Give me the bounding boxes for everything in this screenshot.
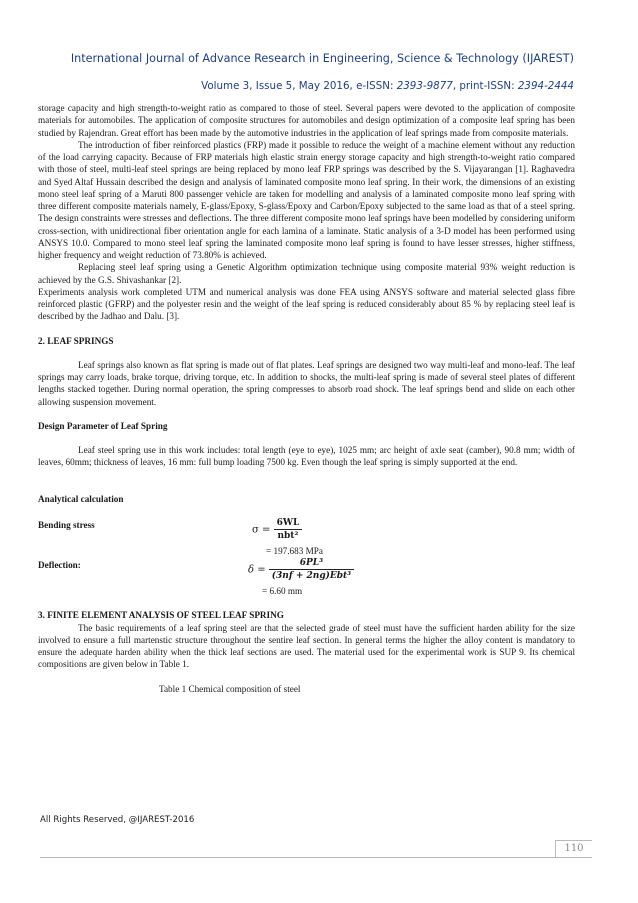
equation-lhs: δ = — [248, 564, 266, 576]
equation-numerator: 6PL³ — [269, 557, 354, 570]
journal-title: International Journal of Advance Research in Engineering, Science & Technology (IJAREST) — [70, 52, 574, 65]
section-3-heading: 3. FINITE ELEMENT ANALYSIS OF STEEL LEAF SPRING — [38, 610, 284, 621]
section-3-paragraph: The basic requirements of a leaf spring steel are that the selected grade of steel must have the sufficient harden ability for the size involved to ensure a full martenstic structure throughout the sentire leaf section. In general terms the higher the alloy content is mandatory to ensure the adequate harden ability when the thick leaf sections are used. The material used for the experimental work is SUP 9. Its chemical compositions are given below in Table 1. — [38, 622, 575, 670]
copyright-footer: All Rights Reserved, @IJAREST-2016 — [40, 815, 195, 825]
issue-info — [40, 80, 574, 92]
equation-numerator: 6WL — [274, 517, 303, 530]
deflection-label: Deflection: — [38, 560, 81, 570]
equation-fraction — [274, 517, 303, 543]
deflection-result: = 6.60 mm — [262, 586, 303, 596]
pissn: 2394-2444 — [517, 80, 574, 92]
design-parameter-paragraph: Leaf steel spring use in this work includes: total length (eye to eye), 1025 mm; arc height of axle seat (camber), 90.8 mm; width of leaves, 60mm; thickness of leaves, 16 mm: full bump loading 7500 kg. Even though the leaf spring is simply supported at the end. — [38, 445, 575, 468]
equation-fraction — [269, 557, 354, 583]
bending-stress-result: = 197.683 MPa — [266, 545, 323, 556]
issn-separator: , print-ISSN: — [452, 80, 518, 92]
bending-stress-equation — [252, 517, 302, 543]
deflection-row — [38, 557, 575, 585]
analytical-calculation-heading: Analytical calculation — [38, 493, 124, 504]
paragraph-3: Replacing steel leaf spring using a Genetic Algorithm optimization technique using composite material 93% weight reduction is achieved by the G.S. Shivashankar [2]. — [38, 262, 575, 285]
design-parameter-heading: Design Parameter of Leaf Spring — [38, 420, 168, 431]
page-number: 110 — [555, 840, 592, 857]
equation-lhs: σ = — [252, 524, 271, 535]
table-caption: Table 1 Chemical composition of steel — [159, 683, 301, 694]
bending-stress-row — [38, 517, 575, 545]
deflection-equation — [248, 557, 354, 583]
paragraph-1: storage capacity and high strength-to-weight ratio as compared to those of steel. Several papers were devoted to the application of composite materials for automobiles. The application of composite structures for automobiles and design optimization of a composite leaf spring has been studied by Rajendran. Great effort has been made by the automotive industries in the application of leaf springs made from composite materials. — [38, 103, 575, 138]
eissn: 2393-9877 — [396, 80, 453, 92]
bending-stress-label: Bending stress — [38, 519, 95, 530]
paragraph-4: Experiments analysis work completed UTM and numerical analysis was done FEA using ANSYS software and material selected glass fibre reinforced plastic (GFRP) and the polyester resin and the weight of the leaf spring is reduced considerably about 85 % by replacing steel leaf is described by the Jadhao and Dalu. [3]. — [38, 286, 575, 322]
volume-text: Volume 3, Issue 5, May 2016, e-ISSN: — [201, 80, 397, 92]
article-body — [38, 102, 575, 695]
equation-denominator: nbt² — [277, 531, 299, 541]
equation-denominator: (3nf + 2ng)Ebt³ — [271, 571, 352, 582]
section-2-heading: 2. LEAF SPRINGS — [38, 335, 114, 346]
section-2-paragraph: Leaf springs also known as flat spring is made out of flat plates. Leaf springs are designed two way multi-leaf and mono-leaf. The leaf springs may carry loads, brake torque, driving torque, etc. In addition to shocks, the multi-leaf spring is made of several steel plates of different lengths stacked together. During normal operation, the spring compresses to absorb road shock. The leaf springs bend and slide on each other allowing suspension movement. — [38, 359, 575, 407]
paragraph-2: The introduction of fiber reinforced plastics (FRP) made it possible to reduce the weight of a machine element without any reduction of the load carrying capacity. Because of FRP materials high elastic strain energy storage capacity and high strength-to-weight ratio compared with those of steel, multi-leaf steel springs are being replaced by mono leaf FRP springs was described by the S. Vijayarangan [1]. Raghavedra and Syed Altaf Hussain described the design and analysis of laminated composite mono leaf spring. In their work, the dimensions of an existing mono steel leaf spring of a Maruti 800 passenger vehicle are taken for modelling and analysis of a laminated composite mono leaf spring with three different composite materials namely, E-glass/Epoxy, S-glass/Epoxy and Carbon/Epoxy subjected to the same load as that of a steel spring. The design constraints were stresses and deflections. The three different composite mono leaf springs have been modelled by considering uniform cross-section, with unidirectional fiber orientation angle for each lamina of a laminate. Static analysis of a 3-D model has been performed using ANSYS 10.0. Compared to mono steel leaf spring the laminated composite mono leaf spring is found to have lesser stresses, higher stiffness, higher frequency and weight reduction of 73.80% is achieved. — [38, 139, 575, 260]
footer-divider — [40, 857, 592, 858]
